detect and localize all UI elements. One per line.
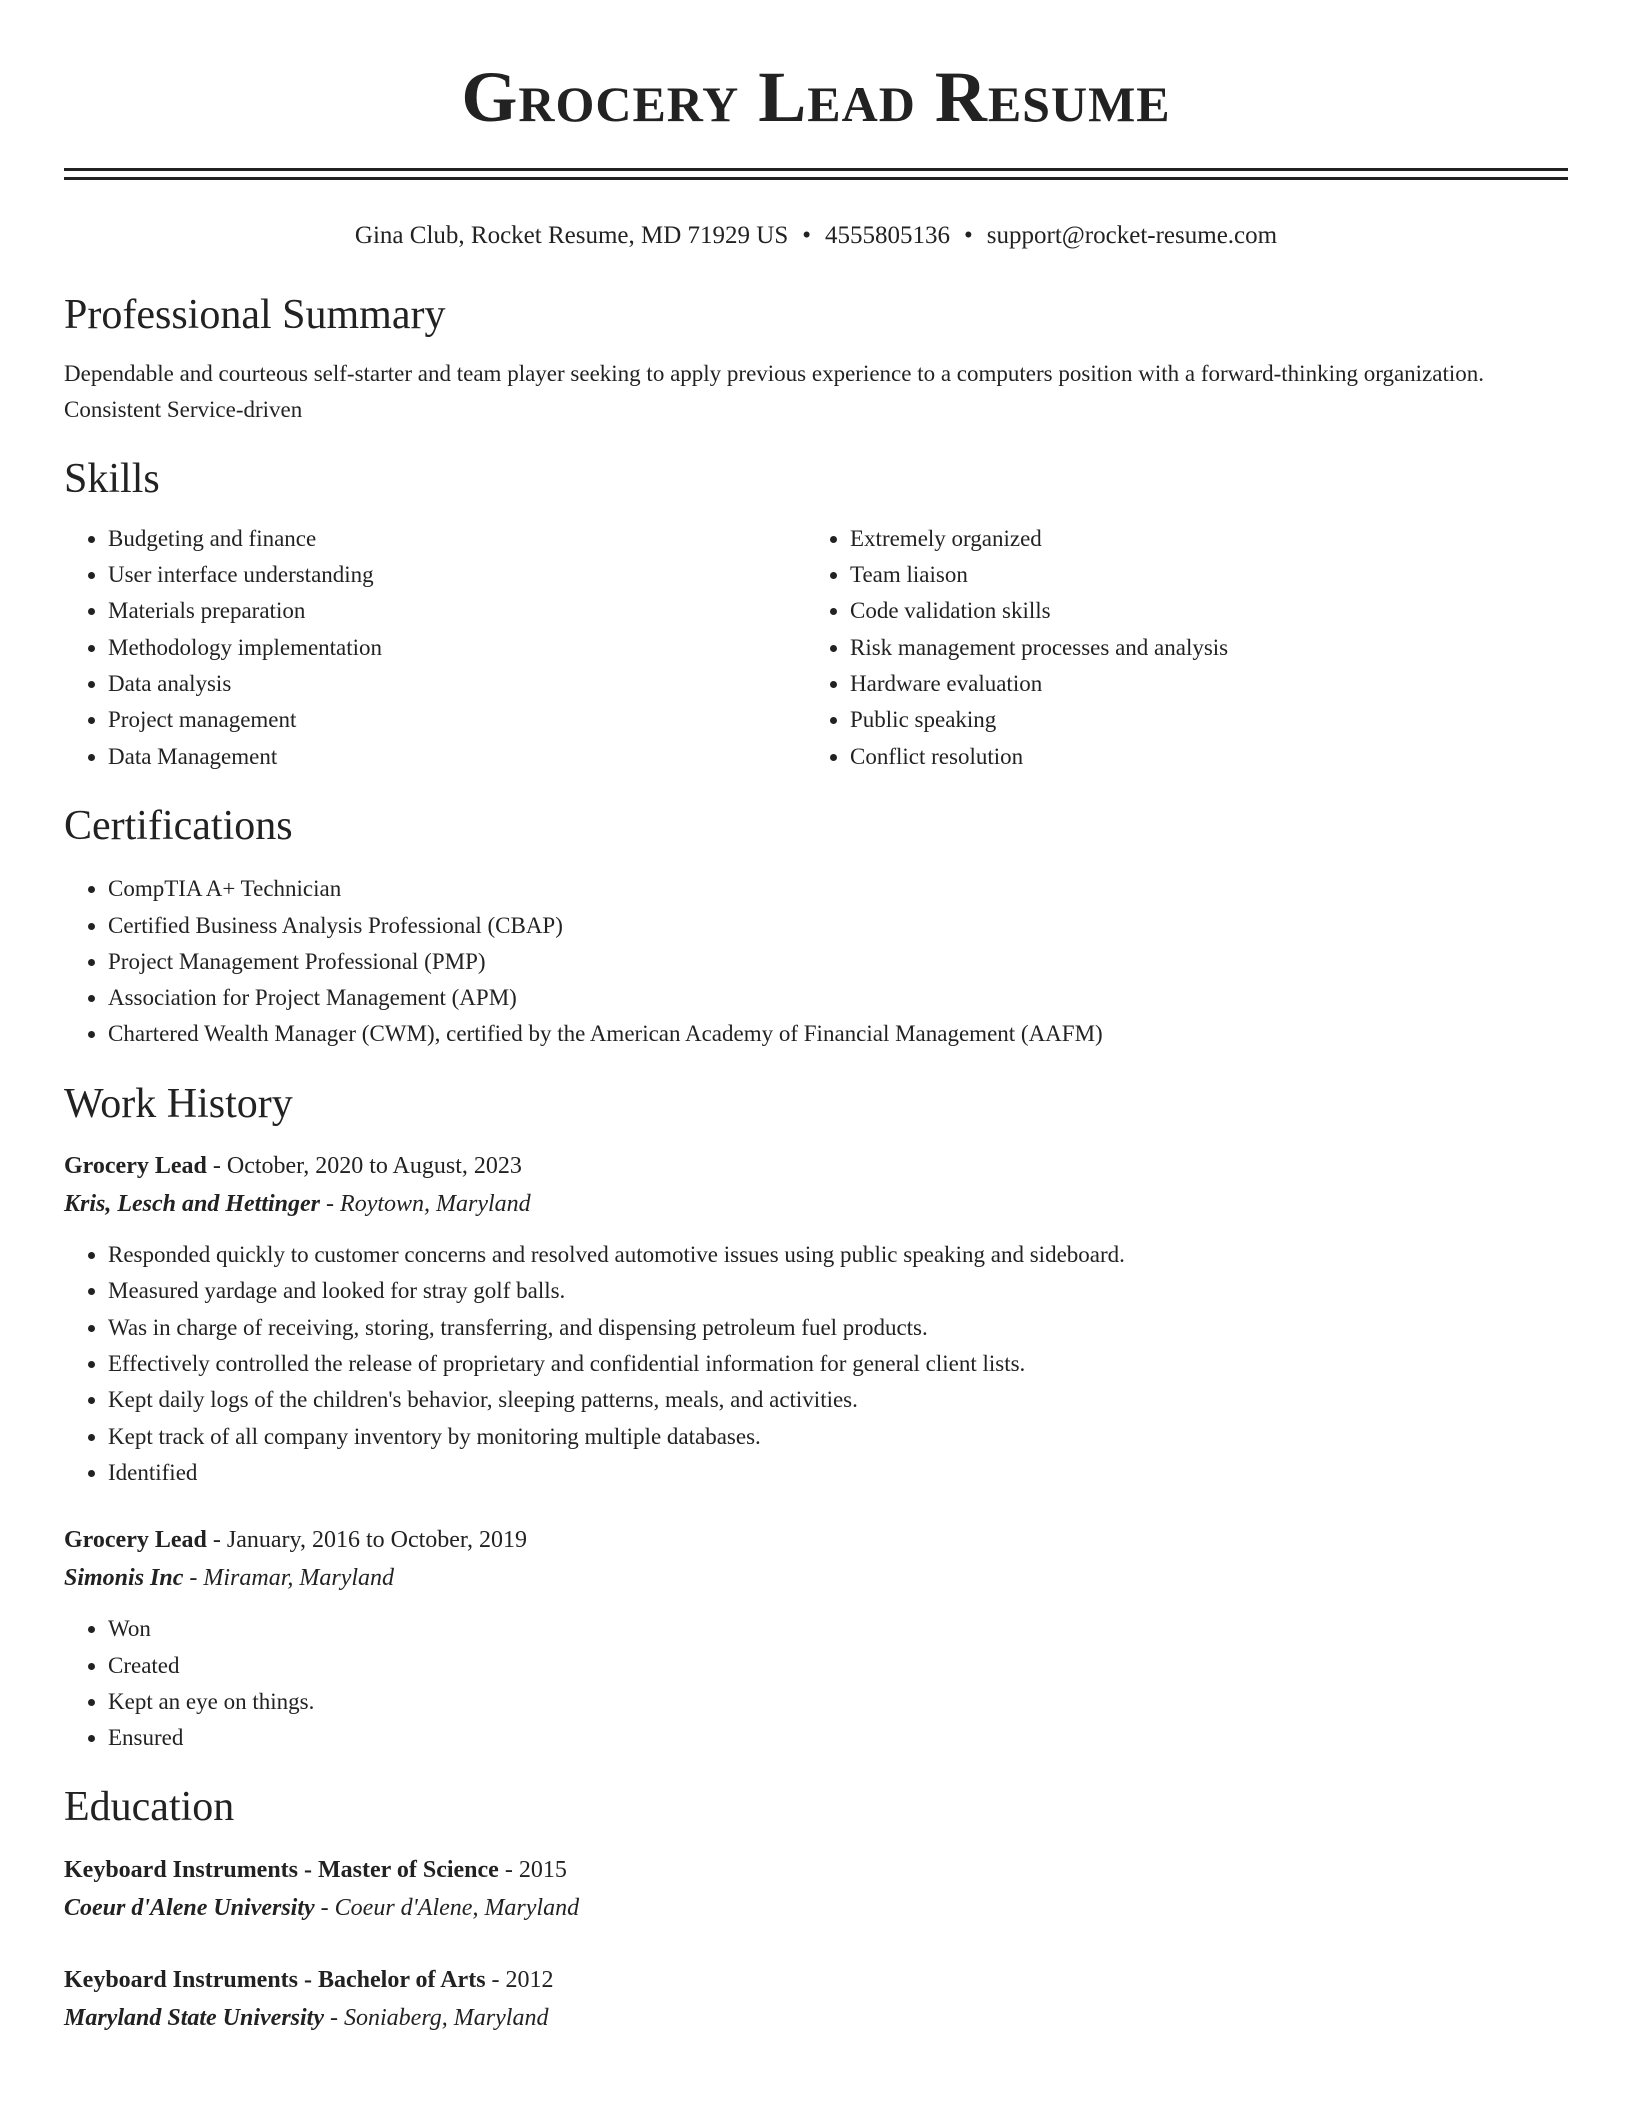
- contact-separator: •: [802, 222, 812, 249]
- skill-item: • Conflict resolution: [850, 739, 1548, 775]
- degree: Keyboard Instruments - Master of Science: [64, 1856, 499, 1883]
- job-entry: [64, 1521, 1568, 1756]
- skill-item: • Materials preparation: [108, 593, 806, 629]
- job-bullet: • Kept daily logs of the children's behavior, sleeping patterns, meals, and activities.: [108, 1382, 1568, 1418]
- certifications-section: [64, 801, 1568, 1053]
- skill-item: • Data Management: [108, 739, 806, 775]
- job-company-line: Kris, Lesch and Hettinger - Roytown, Maryland: [64, 1191, 531, 1218]
- contact-line: [64, 216, 1568, 256]
- contact-address: Gina Club, Rocket Resume, MD 71929 US: [354, 222, 789, 249]
- certification-item: • Chartered Wealth Manager (CWM), certified by the American Academy of Financial Management (AAFM): [108, 1016, 1568, 1052]
- education-heading: Education: [64, 1784, 235, 1831]
- job-bullets: [64, 1237, 1568, 1491]
- job-location: Miramar, Maryland: [203, 1565, 395, 1592]
- job-location: Roytown, Maryland: [340, 1191, 531, 1218]
- job-title-line: Grocery Lead - October, 2020 to August, 2023: [64, 1153, 522, 1180]
- certification-item: • Project Management Professional (PMP): [108, 944, 1568, 980]
- degree: Keyboard Instruments - Bachelor of Arts: [64, 1966, 486, 1993]
- skill-item: • Risk management processes and analysis: [850, 630, 1548, 666]
- title-rule-top: [64, 168, 1568, 171]
- skills-right-column: [806, 521, 1548, 775]
- school-line: Maryland State University - Soniaberg, Maryland: [64, 2004, 549, 2031]
- degree-line: Keyboard Instruments - Bachelor of Arts - 2012: [64, 1966, 554, 1993]
- summary-heading: Professional Summary: [64, 292, 446, 338]
- job-bullet: • Measured yardage and looked for stray golf balls.: [108, 1273, 1568, 1309]
- job-bullet: • Won: [108, 1611, 1568, 1647]
- education-entry: [64, 1851, 1568, 1927]
- contact-phone: 4555805136: [825, 222, 951, 249]
- degree-line: Keyboard Instruments - Master of Science - 2015: [64, 1856, 567, 1883]
- job-bullet: • Effectively controlled the release of proprietary and confidential information for general client lists.: [108, 1346, 1568, 1382]
- job-bullet: • Identified: [108, 1455, 1568, 1491]
- job-company-line: Simonis Inc - Miramar, Maryland: [64, 1565, 395, 1592]
- education-section: [64, 1782, 1568, 2036]
- skill-item: • Data analysis: [108, 666, 806, 702]
- job-bullet: • Kept track of all company inventory by monitoring multiple databases.: [108, 1419, 1568, 1455]
- school-location: Coeur d'Alene, Maryland: [334, 1894, 580, 1921]
- certification-item: • Certified Business Analysis Professional (CBAP): [108, 908, 1568, 944]
- skills-columns: [64, 521, 1568, 775]
- skills-section: [64, 454, 1568, 774]
- skill-item: • Budgeting and finance: [108, 521, 806, 557]
- certification-item: • Association for Project Management (APM): [108, 980, 1568, 1016]
- job-title-line: Grocery Lead - January, 2016 to October, 2019: [64, 1527, 527, 1554]
- skill-item: • Public speaking: [850, 702, 1548, 738]
- job-company: Kris, Lesch and Hettinger: [64, 1191, 321, 1218]
- skill-item: • Methodology implementation: [108, 630, 806, 666]
- contact-email: support@rocket-resume.com: [986, 222, 1278, 249]
- job-title: Grocery Lead: [64, 1153, 207, 1180]
- certification-item: • CompTIA A+ Technician: [108, 871, 1568, 907]
- certifications-list: [64, 871, 1568, 1052]
- skills-left-column: [64, 521, 806, 775]
- job-dates: January, 2016 to October, 2019: [226, 1527, 527, 1554]
- skill-item: • Extremely organized: [850, 521, 1548, 557]
- summary-section: [64, 290, 1568, 428]
- skill-item: • Team liaison: [850, 557, 1548, 593]
- work-history-heading: Work History: [64, 1080, 293, 1127]
- title-rule-bottom: [64, 177, 1568, 180]
- job-bullet: • Responded quickly to customer concerns and resolved automotive issues using public speaking and sideboard.: [108, 1237, 1568, 1273]
- certifications-heading: Certifications: [64, 802, 293, 849]
- job-bullet: • Was in charge of receiving, storing, transferring, and dispensing petroleum fuel products.: [108, 1310, 1568, 1346]
- job-dates: October, 2020 to August, 2023: [226, 1153, 522, 1180]
- skill-item: • Project management: [108, 702, 806, 738]
- school-name: Maryland State University: [64, 2004, 325, 2031]
- skill-item: • Hardware evaluation: [850, 666, 1548, 702]
- skills-left-list: [64, 521, 806, 775]
- degree-year: 2012: [505, 1966, 554, 1993]
- skill-item: • User interface understanding: [108, 557, 806, 593]
- job-bullet: • Kept an eye on things.: [108, 1684, 1568, 1720]
- job-bullet: • Ensured: [108, 1720, 1568, 1756]
- skill-item: • Code validation skills: [850, 593, 1548, 629]
- job-title: Grocery Lead: [64, 1527, 207, 1554]
- skills-right-list: [806, 521, 1548, 775]
- skills-heading: Skills: [64, 456, 160, 503]
- degree-year: 2015: [518, 1856, 567, 1883]
- school-location: Soniaberg, Maryland: [344, 2004, 549, 2031]
- job-bullet: • Created: [108, 1648, 1568, 1684]
- job-entry: [64, 1147, 1568, 1491]
- summary-text: Dependable and courteous self-starter and team player seeking to apply previous experience to a computers position with a forward-thinking organization. Consistent Service-driven: [64, 361, 1485, 423]
- education-entry: [64, 1961, 1568, 2037]
- job-company: Simonis Inc: [64, 1565, 184, 1592]
- contact-separator: •: [964, 222, 973, 249]
- school-line: Coeur d'Alene University - Coeur d'Alene, Maryland: [64, 1894, 580, 1921]
- job-bullets: [64, 1611, 1568, 1756]
- resume-title: Grocery Lead Resume: [461, 57, 1171, 137]
- school-name: Coeur d'Alene University: [64, 1894, 315, 1921]
- work-history-section: [64, 1079, 1568, 1757]
